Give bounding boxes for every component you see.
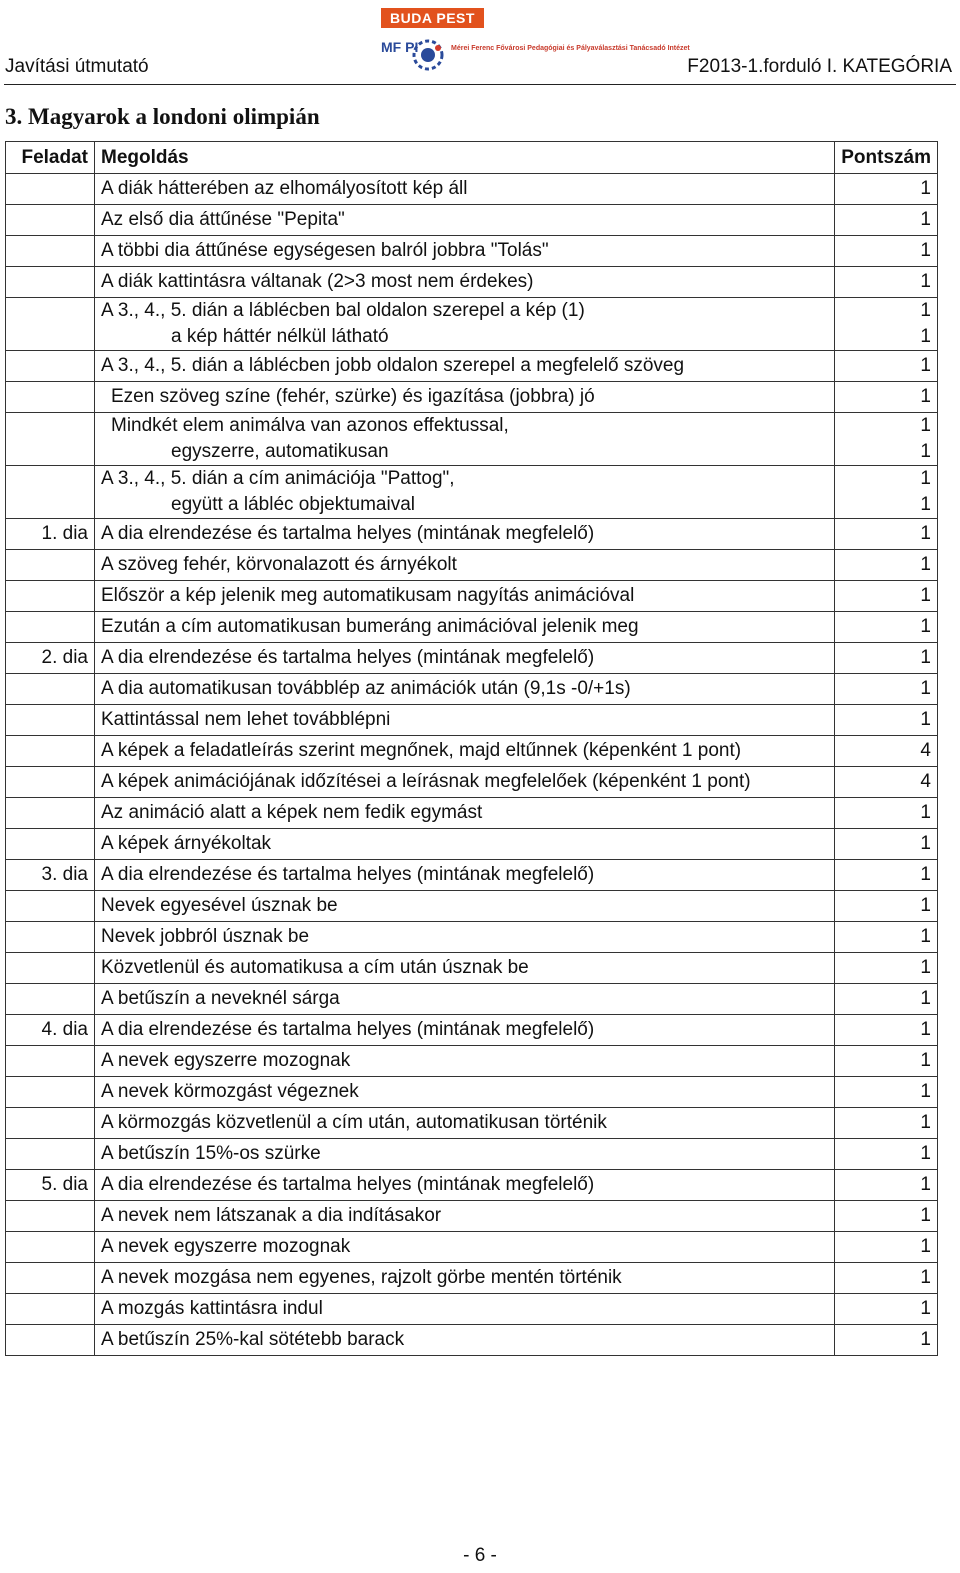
solution-cell [95,643,835,674]
table-row [6,581,938,612]
points-value: 1 [920,802,931,823]
points-value: 1 [920,1329,931,1350]
solution-line: Mindkét elem animálva van azonos effektussal, [111,415,509,436]
header-divider [4,84,956,85]
points-value: 1 [920,300,931,321]
points-cell [835,736,938,767]
solution-line: A diák hátterében az elhomályosított kép áll [101,178,468,199]
solution-line: A dia elrendezése és tartalma helyes (mintának megfelelő) [101,1019,595,1040]
points-value: 1 [920,554,931,575]
task-cell [6,236,95,267]
header-solution: Megoldás [95,142,835,174]
points-cell [835,1108,938,1139]
solution-line: Kattintással nem lehet továbblépni [101,709,391,730]
solution-cell [95,1325,835,1356]
solution-cell [95,298,835,351]
task-cell [6,1325,95,1356]
points-value: 1 [920,1050,931,1071]
task-cell: 2. dia [6,643,95,674]
solution-line: Ezután a cím automatikusan bumeráng animációval jelenik meg [101,616,639,637]
task-cell: 5. dia [6,1170,95,1201]
points-value: 1 [920,647,931,668]
points-value: 1 [920,709,931,730]
points-cell [835,798,938,829]
task-cell [6,466,95,519]
points-cell [835,298,938,351]
points-value: 1 [920,1081,931,1102]
header-left-title: Javítási útmutató [5,56,149,77]
points-cell [835,829,938,860]
task-cell [6,351,95,382]
task-cell [6,550,95,581]
solution-line: A dia elrendezése és tartalma helyes (mintának megfelelő) [101,647,595,668]
table-row [6,298,938,351]
points-value: 1 [920,926,931,947]
solution-cell [95,267,835,298]
points-cell [835,174,938,205]
table-row [6,413,938,466]
solution-cell [95,674,835,705]
points-cell [835,860,938,891]
table-row [6,267,938,298]
points-value: 1 [920,678,931,699]
solution-line: A 3., 4., 5. dián a láblécben jobb oldalon szerepel a megfelelő szöveg [101,355,685,376]
solution-line: Először a kép jelenik meg automatikusam nagyítás animációval [101,585,635,606]
solution-line: A körmozgás közvetlenül a cím után, automatikusan történik [101,1112,607,1133]
table-row [6,351,938,382]
solution-line: Nevek egyesével úsznak be [101,895,338,916]
solution-cell [95,466,835,519]
points-cell [835,1294,938,1325]
points-cell [835,612,938,643]
points-cell [835,767,938,798]
solution-cell [95,413,835,466]
task-cell [6,1232,95,1263]
points-value: 4 [920,771,931,792]
table-row [6,1170,938,1201]
budapest-logo: BUDA PEST [381,8,484,28]
solution-line: A nevek nem látszanak a dia indításakor [101,1205,442,1226]
task-cell [6,1108,95,1139]
task-cell [6,1077,95,1108]
table-row [6,1201,938,1232]
points-cell [835,351,938,382]
solution-cell [95,1046,835,1077]
points-value: 1 [920,355,931,376]
header-right-title: F2013-1.forduló I. KATEGÓRIA [687,56,952,77]
solution-cell [95,1232,835,1263]
solution-line: A dia elrendezése és tartalma helyes (mintának megfelelő) [101,523,595,544]
points-cell [835,1232,938,1263]
solution-line: A dia elrendezése és tartalma helyes (mintának megfelelő) [101,1174,595,1195]
points-value: 1 [920,240,931,261]
solution-cell [95,984,835,1015]
task-cell: 1. dia [6,519,95,550]
task-cell [6,581,95,612]
points-value: 1 [920,1267,931,1288]
solution-cell [95,860,835,891]
table-header-row [6,142,938,174]
table-row [6,643,938,674]
solution-line: A képek a feladatleírás szerint megnőnek, majd eltűnnek (képenként 1 pont) [101,740,742,761]
points-value: 1 [920,1205,931,1226]
task-cell [6,674,95,705]
points-value: 1 [920,494,931,515]
points-value: 1 [920,895,931,916]
table-row [6,1015,938,1046]
points-value: 1 [920,988,931,1009]
task-cell [6,267,95,298]
solution-line: együtt a lábléc objektumaival [171,494,415,515]
table-row [6,1139,938,1170]
table-row [6,205,938,236]
points-value: 1 [920,326,931,347]
table-row [6,736,938,767]
points-cell [835,1139,938,1170]
solution-cell [95,705,835,736]
points-cell [835,382,938,413]
points-cell [835,413,938,466]
task-cell [6,298,95,351]
solution-cell [95,829,835,860]
solution-line: a kép háttér nélkül látható [171,326,389,347]
solution-cell [95,922,835,953]
solution-cell [95,767,835,798]
points-cell [835,236,938,267]
table-row [6,1294,938,1325]
points-value: 1 [920,1143,931,1164]
solution-cell [95,1294,835,1325]
section-title: 3. Magyarok a londoni olimpián [5,104,320,129]
solution-cell [95,1201,835,1232]
solution-line: A nevek egyszerre mozognak [101,1236,351,1257]
points-value: 1 [920,209,931,230]
points-value: 1 [920,178,931,199]
points-cell [835,1015,938,1046]
solution-line: Ezen szöveg színe (fehér, szürke) és igazítása (jobbra) jó [111,386,595,407]
points-cell [835,953,938,984]
solution-line: egyszerre, automatikusan [171,441,389,462]
points-cell [835,205,938,236]
header-task: Feladat [6,142,95,174]
solution-line: A dia automatikusan továbblép az animációk után (9,1s -0/+1s) [101,678,631,699]
solution-cell [95,1015,835,1046]
points-value: 1 [920,957,931,978]
points-value: 1 [920,1236,931,1257]
table-row [6,922,938,953]
task-cell [6,767,95,798]
solution-line: A nevek körmozgást végeznek [101,1081,359,1102]
task-cell [6,174,95,205]
points-cell [835,1046,938,1077]
task-cell [6,891,95,922]
points-cell [835,581,938,612]
task-cell [6,1139,95,1170]
table-row [6,612,938,643]
task-cell [6,1046,95,1077]
table-row [6,984,938,1015]
table-row [6,767,938,798]
points-value: 1 [920,523,931,544]
table-row [6,550,938,581]
solution-cell [95,351,835,382]
task-cell [6,205,95,236]
solution-line: Az első dia áttűnése "Pepita" [101,209,345,230]
solution-cell [95,891,835,922]
points-cell [835,674,938,705]
solution-line: A képek animációjának időzítései a leírásnak megfelelőek (képenként 1 pont) [101,771,751,792]
solution-cell [95,205,835,236]
points-cell [835,519,938,550]
header-points: Pontszám [835,142,938,174]
table-row [6,798,938,829]
table-row [6,1077,938,1108]
points-cell [835,984,938,1015]
solution-line: A nevek egyszerre mozognak [101,1050,351,1071]
solution-line: Az animáció alatt a képek nem fedik egymást [101,802,483,823]
task-cell [6,382,95,413]
solution-line: Nevek jobbról úsznak be [101,926,310,947]
points-value: 1 [920,386,931,407]
solution-cell [95,236,835,267]
solution-line: A betűszín a neveknél sárga [101,988,340,1009]
solution-cell [95,1170,835,1201]
solution-cell [95,550,835,581]
table-row [6,466,938,519]
task-cell [6,1294,95,1325]
solution-cell [95,736,835,767]
points-cell [835,1170,938,1201]
points-value: 1 [920,616,931,637]
task-cell [6,736,95,767]
points-cell [835,1263,938,1294]
table-row [6,953,938,984]
points-value: 1 [920,1298,931,1319]
table-row [6,829,938,860]
points-value: 1 [920,468,931,489]
task-cell [6,829,95,860]
solution-line: A betűszín 25%-kal sötétebb barack [101,1329,405,1350]
points-cell [835,891,938,922]
solution-cell [95,953,835,984]
table-row [6,1232,938,1263]
solution-line: A képek árnyékoltak [101,833,272,854]
page-number: - 6 - [463,1545,497,1566]
task-cell: 3. dia [6,860,95,891]
scoring-table [5,141,938,1356]
points-cell [835,466,938,519]
task-cell [6,612,95,643]
task-cell [6,1201,95,1232]
points-value: 1 [920,1174,931,1195]
task-cell [6,705,95,736]
solution-line: A mozgás kattintásra indul [101,1298,323,1319]
table-row [6,1325,938,1356]
points-value: 1 [920,441,931,462]
points-cell [835,1201,938,1232]
solution-cell [95,798,835,829]
points-cell [835,705,938,736]
points-value: 1 [920,1112,931,1133]
table-row [6,891,938,922]
solution-cell [95,581,835,612]
mfpi-logo-text: MF PI [381,39,419,55]
table-row [6,236,938,267]
solution-cell [95,519,835,550]
solution-line: A szöveg fehér, körvonalazott és árnyékolt [101,554,457,575]
table-row [6,860,938,891]
solution-line: A nevek mozgása nem egyenes, rajzolt görbe mentén történik [101,1267,622,1288]
solution-cell [95,1263,835,1294]
points-value: 1 [920,585,931,606]
task-cell: 4. dia [6,1015,95,1046]
solution-cell [95,1108,835,1139]
solution-line: A betűszín 15%-os szürke [101,1143,321,1164]
solution-cell [95,612,835,643]
mfpi-org-name: Mérei Ferenc Fővárosi Pedagógiai és Pályaválasztási Tanácsadó Intézet [451,45,690,52]
table-row [6,1263,938,1294]
solution-line: A többi dia áttűnése egységesen balról jobbra "Tolás" [101,240,549,261]
points-value: 1 [920,415,931,436]
points-value: 1 [920,1019,931,1040]
task-cell [6,1263,95,1294]
table-row [6,705,938,736]
solution-line: Közvetlenül és automatikusa a cím után úsznak be [101,957,529,978]
points-cell [835,267,938,298]
solution-line: A dia elrendezése és tartalma helyes (mintának megfelelő) [101,864,595,885]
task-cell [6,413,95,466]
solution-line: A 3., 4., 5. dián a láblécben bal oldalon szerepel a kép (1) [101,300,585,321]
points-value: 1 [920,864,931,885]
task-cell [6,798,95,829]
points-value: 4 [920,740,931,761]
solution-line: A diák kattintásra váltanak (2>3 most nem érdekes) [101,271,534,292]
table-row [6,519,938,550]
table-row [6,382,938,413]
points-cell [835,1325,938,1356]
points-cell [835,922,938,953]
solution-cell [95,382,835,413]
solution-cell [95,1139,835,1170]
task-cell [6,984,95,1015]
points-cell [835,1077,938,1108]
task-cell [6,953,95,984]
points-value: 1 [920,271,931,292]
solution-line: A 3., 4., 5. dián a cím animációja "Pattog", [101,468,455,489]
points-cell [835,643,938,674]
table-row [6,1046,938,1077]
points-value: 1 [920,833,931,854]
mfpi-emblem-icon [411,38,445,72]
points-cell [835,550,938,581]
solution-cell [95,174,835,205]
solution-cell [95,1077,835,1108]
table-row [6,674,938,705]
mfpi-logo [381,38,690,76]
table-row [6,174,938,205]
table-row [6,1108,938,1139]
task-cell [6,922,95,953]
